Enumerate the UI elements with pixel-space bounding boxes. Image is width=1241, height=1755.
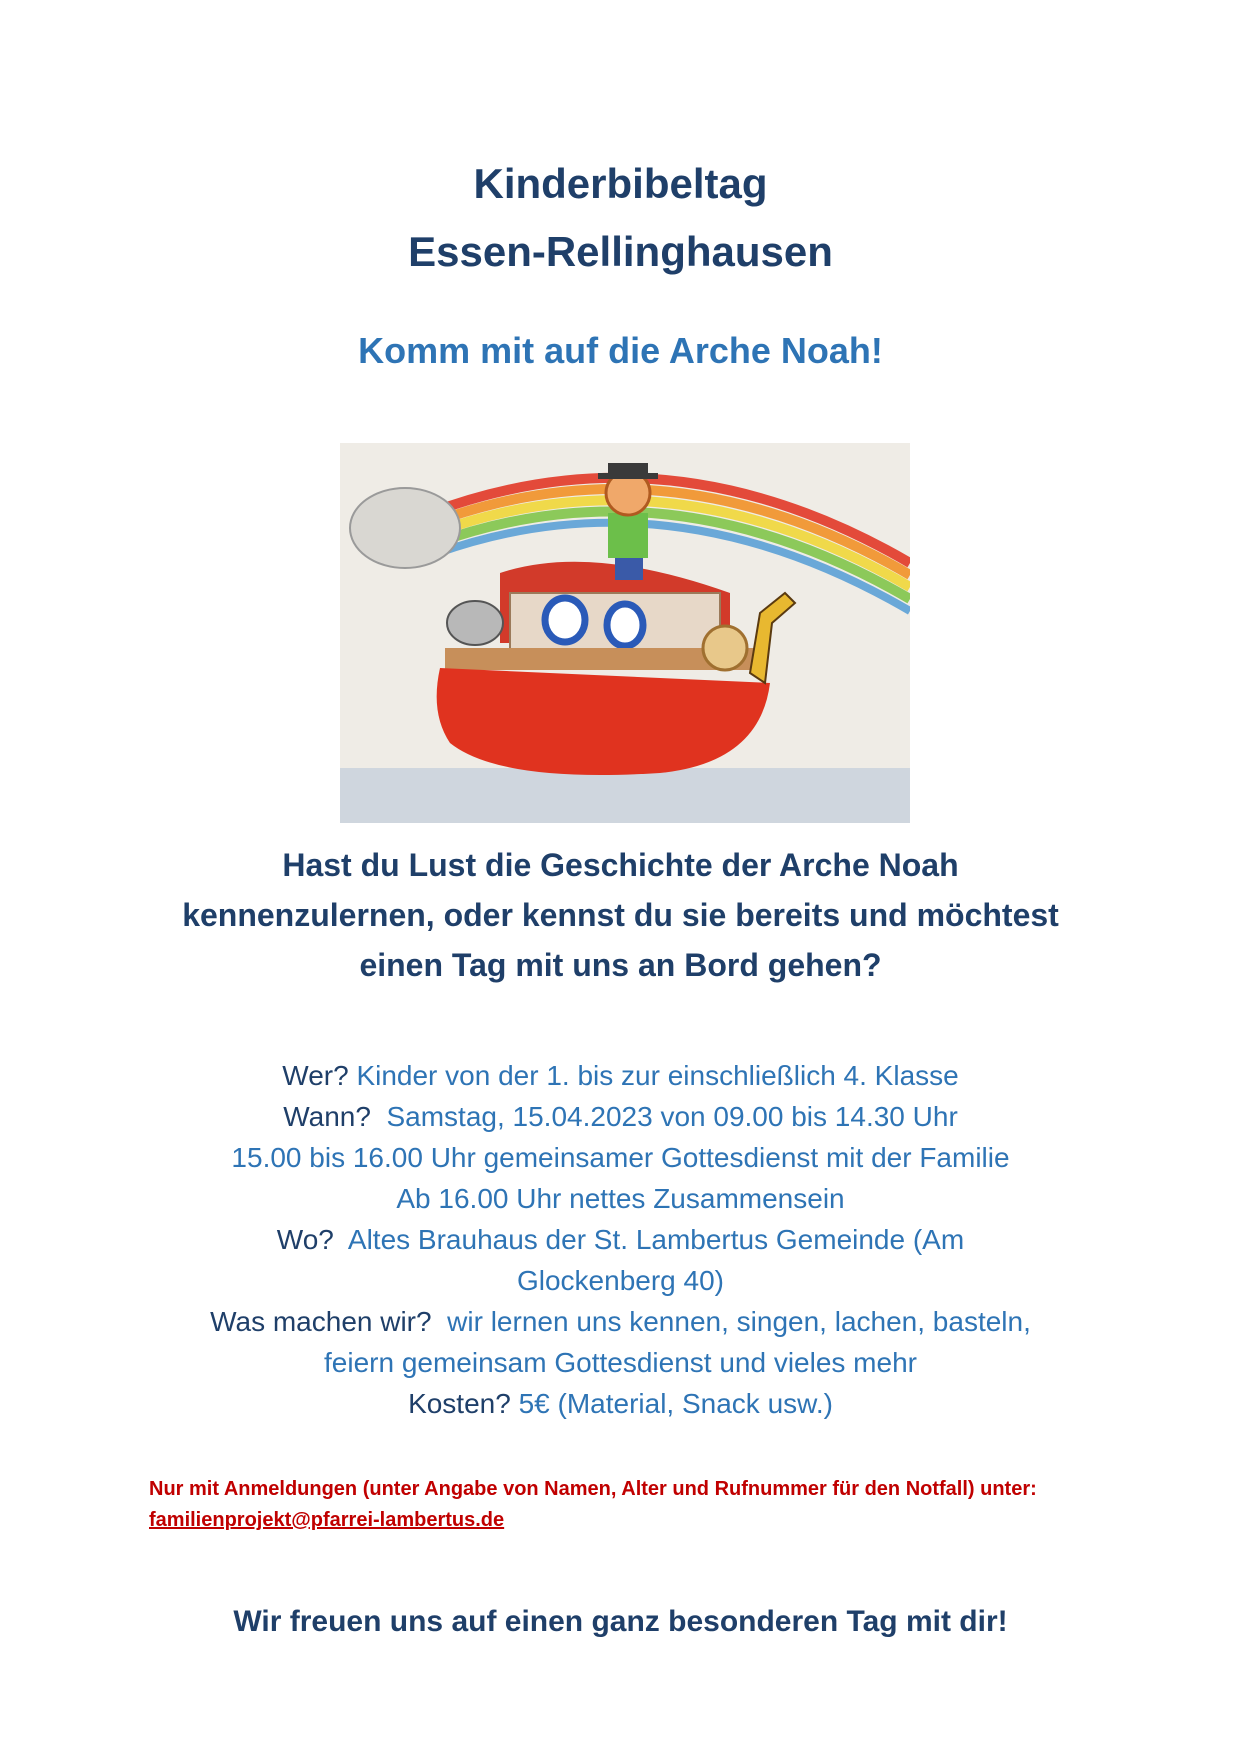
wann-label: Wann?: [283, 1101, 371, 1132]
info-wer: [0, 1055, 1241, 1096]
event-info: [0, 1055, 1241, 1424]
question-line-2: kennenzulernen, oder kennst du sie bereits und möchtest: [182, 897, 1059, 933]
wer-label: Wer?: [282, 1060, 349, 1091]
title: [0, 150, 1241, 286]
wo-label: Wo?: [276, 1224, 334, 1255]
kosten-value: 5€ (Material, Snack usw.): [518, 1388, 833, 1419]
question-line-1: Hast du Lust die Geschichte der Arche Noah: [282, 847, 959, 883]
was-label: Was machen wir?: [210, 1306, 432, 1337]
info-kosten: [0, 1383, 1241, 1424]
wann-value: Samstag, 15.04.2023 von 09.00 bis 14.30 Uhr: [386, 1101, 958, 1132]
title-line-1: Kinderbibeltag: [473, 160, 768, 207]
info-was-line-2: feiern gemeinsam Gottesdienst und vieles mehr: [324, 1347, 917, 1378]
registration-email-link[interactable]: familienprojekt@pfarrei-lambertus.de: [149, 1509, 505, 1531]
was-value: wir lernen uns kennen, singen, lachen, basteln,: [447, 1306, 1031, 1337]
info-was: [0, 1301, 1241, 1342]
registration-text: Nur mit Anmeldungen (unter Angabe von Namen, Alter und Rufnummer für den Notfall) unter:: [149, 1478, 1037, 1500]
info-wann-line-2: 15.00 bis 16.00 Uhr gemeinsamer Gottesdienst mit der Familie: [231, 1142, 1010, 1173]
question-line-3: einen Tag mit uns an Bord gehen?: [359, 947, 882, 983]
info-wo: [0, 1219, 1241, 1260]
kosten-label: Kosten?: [408, 1388, 511, 1419]
title-line-2: Essen-Rellinghausen: [408, 228, 833, 275]
info-wann: [0, 1096, 1241, 1137]
closing-text: Wir freuen uns auf einen ganz besonderen Tag mit dir!: [233, 1605, 1008, 1638]
info-wo-line-2: Glockenberg 40): [516, 1265, 724, 1296]
wer-value: Kinder von der 1. bis zur einschließlich 4. Klasse: [356, 1060, 959, 1091]
wo-value: Altes Brauhaus der St. Lambertus Gemeinde (Am: [347, 1224, 965, 1255]
question-text: [0, 840, 1241, 990]
registration-note: [149, 1474, 1109, 1536]
info-wann-line-3: Ab 16.00 Uhr nettes Zusammensein: [396, 1183, 845, 1214]
subtitle: Komm mit auf die Arche Noah!: [358, 330, 883, 371]
ark-drawing-image: [340, 443, 910, 823]
